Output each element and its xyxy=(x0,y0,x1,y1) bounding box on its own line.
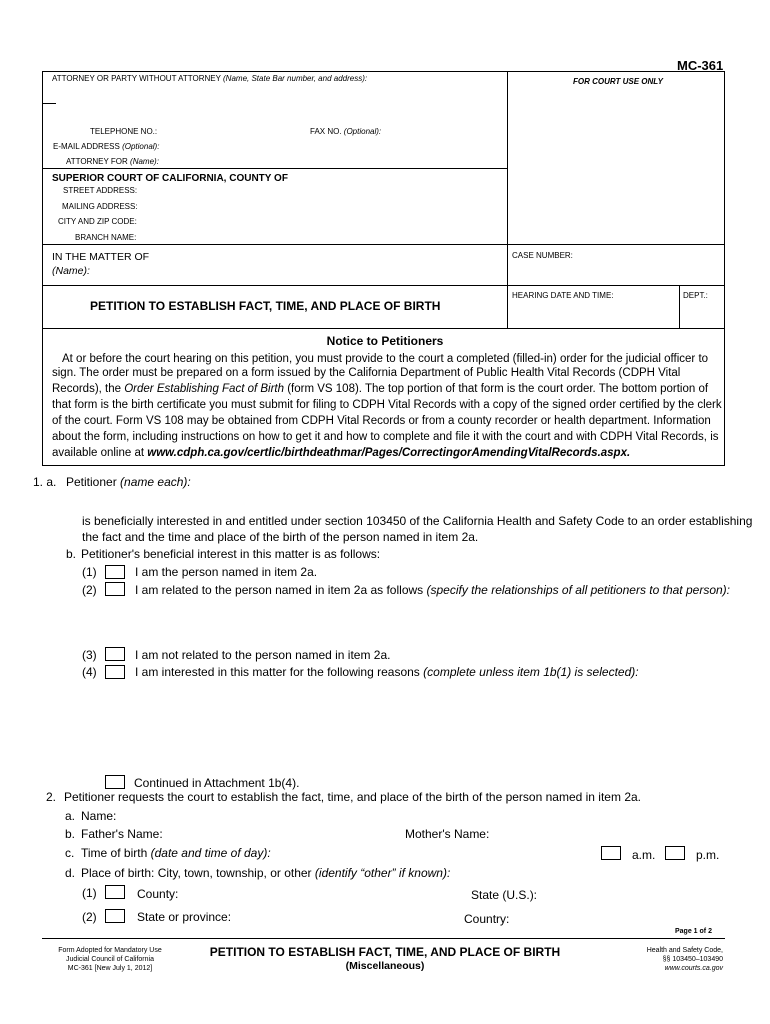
notice-line-1: At or before the court hearing on this petition, you must provide to the court a completed (filled-in) order for the judicial officer to xyxy=(62,353,709,365)
rule-court xyxy=(42,168,508,169)
option-4-checkbox[interactable] xyxy=(105,665,125,679)
item-1b-number: b. xyxy=(66,547,77,561)
email-label: E-MAIL ADDRESS (Optional): xyxy=(53,142,160,151)
item-1b-label: Petitioner's beneficial interest in this matter is as follows: xyxy=(81,547,381,561)
matter-label: IN THE MATTER OF xyxy=(52,251,150,263)
continued-label: Continued in Attachment 1b(4). xyxy=(134,776,300,790)
item-2a-number: a. xyxy=(65,809,76,823)
rule-case xyxy=(42,244,725,245)
attorney-for-label: ATTORNEY FOR (Name): xyxy=(66,157,159,166)
cdph-link[interactable]: www.cdph.ca.gov/certlic/birthdeathmar/Pages/CorrectingorAmendingVitalRecords.aspx. xyxy=(147,447,631,459)
option-4-label: I am interested in this matter for the following reasons (complete unless item 1b(1) is selected): xyxy=(135,665,639,679)
item-1a-text-1: is beneficially interested in and entitled under section 103450 of the California Health and Safety Code to an order establishing xyxy=(82,514,753,528)
item-2-number: 2. xyxy=(46,790,57,804)
am-label: a.m. xyxy=(632,848,656,862)
province-label: State or province: xyxy=(137,910,232,924)
courts-link[interactable]: www.courts.ca.gov xyxy=(664,965,723,972)
address-dash xyxy=(42,103,56,104)
form-title: PETITION TO ESTABLISH FACT, TIME, AND PLACE OF BIRTH xyxy=(90,299,441,313)
option-2-label: I am related to the person named in item 2a as follows (specify the relationships of all petitioners to that person): xyxy=(135,583,730,597)
country-label: Country: xyxy=(464,912,510,926)
option-4-number: (4) xyxy=(82,665,97,679)
place-2-number: (2) xyxy=(82,910,97,924)
item-1a-text-2: the fact and the time and place of the birth of the person named in item 2a. xyxy=(82,530,479,544)
caption-divider xyxy=(507,71,508,329)
code-citation xyxy=(600,946,723,973)
dept-divider xyxy=(679,285,680,329)
continued-checkbox[interactable] xyxy=(105,775,125,789)
option-2-number: (2) xyxy=(82,583,97,597)
caption-box xyxy=(42,71,725,329)
item-1a-number: 1. a. xyxy=(33,475,57,489)
father-name-label: Father's Name: xyxy=(81,827,163,841)
notice-line-2: sign. The order must be prepared on a form issued by the California Department of Public Health Vital Records (CDPH Vital xyxy=(52,367,681,379)
pm-checkbox[interactable] xyxy=(665,846,685,860)
notice-line-3: Records), the Order Establishing Fact of Birth (form VS 108). The top portion of that form is the court order. The bottom portion of xyxy=(52,383,709,395)
court-use-label: FOR COURT USE ONLY xyxy=(573,77,663,86)
rule-hearing xyxy=(42,285,725,286)
footer-subtitle: (Miscellaneous) xyxy=(345,960,425,972)
item-1a-label: Petitioner (name each): xyxy=(66,475,191,489)
item-2-label: Petitioner requests the court to establish the fact, time, and place of the birth of the person named in item 2a. xyxy=(64,790,641,804)
option-1-label: I am the person named in item 2a. xyxy=(135,565,318,579)
notice-box xyxy=(42,328,725,466)
option-1-checkbox[interactable] xyxy=(105,565,125,579)
foreign-place-checkbox[interactable] xyxy=(105,909,125,923)
fax-label: FAX NO. (Optional): xyxy=(310,127,382,136)
time-of-birth-label: Time of birth (date and time of day): xyxy=(81,846,271,860)
mother-name-label: Mother's Name: xyxy=(405,827,490,841)
county-label: County: xyxy=(137,887,179,901)
item-2b-number: b. xyxy=(65,827,76,841)
street-label: STREET ADDRESS: xyxy=(63,186,138,195)
case-number-label: CASE NUMBER: xyxy=(512,251,573,260)
adopted-line-2: Judicial Council of California xyxy=(66,956,154,963)
notice-line-5: of the court. Form VS 108 may be obtained from CDPH Vital Records or from a county recorder or health department. Information xyxy=(52,415,711,427)
page-number: Page 1 of 2 xyxy=(675,928,712,935)
place-of-birth-label: Place of birth: City, town, township, or other (identify “other” if known): xyxy=(81,866,451,880)
option-3-checkbox[interactable] xyxy=(105,647,125,661)
option-3-label: I am not related to the person named in item 2a. xyxy=(135,648,391,662)
notice-line-6: about the form, including instructions on how to get it and how to complete and file it with the court and with CDPH Vital Records, is xyxy=(52,431,719,443)
adoption-note xyxy=(40,946,180,973)
code-line-2: §§ 103450–103490 xyxy=(662,956,723,963)
mailing-label: MAILING ADDRESS: xyxy=(62,202,138,211)
branch-label: BRANCH NAME: xyxy=(75,233,137,242)
notice-line-4: that form is the birth certificate you must submit for filing to CDPH Vital Records with a copy of the signed order certified by the clerk xyxy=(52,399,722,411)
item-2d-number: d. xyxy=(65,866,76,880)
place-1-number: (1) xyxy=(82,886,97,900)
state-us-label: State (U.S.): xyxy=(471,888,538,902)
city-zip-label: CITY AND ZIP CODE: xyxy=(58,217,137,226)
code-line-1: Health and Safety Code, xyxy=(646,947,723,954)
court-name: SUPERIOR COURT OF CALIFORNIA, COUNTY OF xyxy=(52,173,288,184)
adopted-line-3: MC-361 [New July 1, 2012] xyxy=(67,965,153,972)
item-2a-label: Name: xyxy=(81,809,117,823)
option-3-number: (3) xyxy=(82,648,97,662)
adopted-line-1: Form Adopted for Mandatory Use xyxy=(58,947,162,954)
item-2c-number: c. xyxy=(65,846,75,860)
option-2-checkbox[interactable] xyxy=(105,582,125,596)
hearing-label: HEARING DATE AND TIME: xyxy=(512,291,614,300)
form-number: MC-361 xyxy=(677,58,724,73)
dept-label: DEPT.: xyxy=(683,291,708,300)
matter-name-label: (Name): xyxy=(52,265,90,277)
option-1-number: (1) xyxy=(82,565,97,579)
footer-title: PETITION TO ESTABLISH FACT, TIME, AND PLACE OF BIRTH xyxy=(209,945,561,959)
attorney-label: ATTORNEY OR PARTY WITHOUT ATTORNEY (Name, State Bar number, and address): xyxy=(52,74,368,83)
am-checkbox[interactable] xyxy=(601,846,621,860)
us-place-checkbox[interactable] xyxy=(105,885,125,899)
telephone-label: TELEPHONE NO.: xyxy=(90,127,158,136)
pm-label: p.m. xyxy=(696,848,720,862)
notice-line-7: available online at www.cdph.ca.gov/certlic/birthdeathmar/Pages/CorrectingorAmendingVitalRecords.aspx. xyxy=(52,447,631,459)
notice-heading: Notice to Petitioners xyxy=(326,334,444,348)
footer-rule xyxy=(42,938,725,939)
